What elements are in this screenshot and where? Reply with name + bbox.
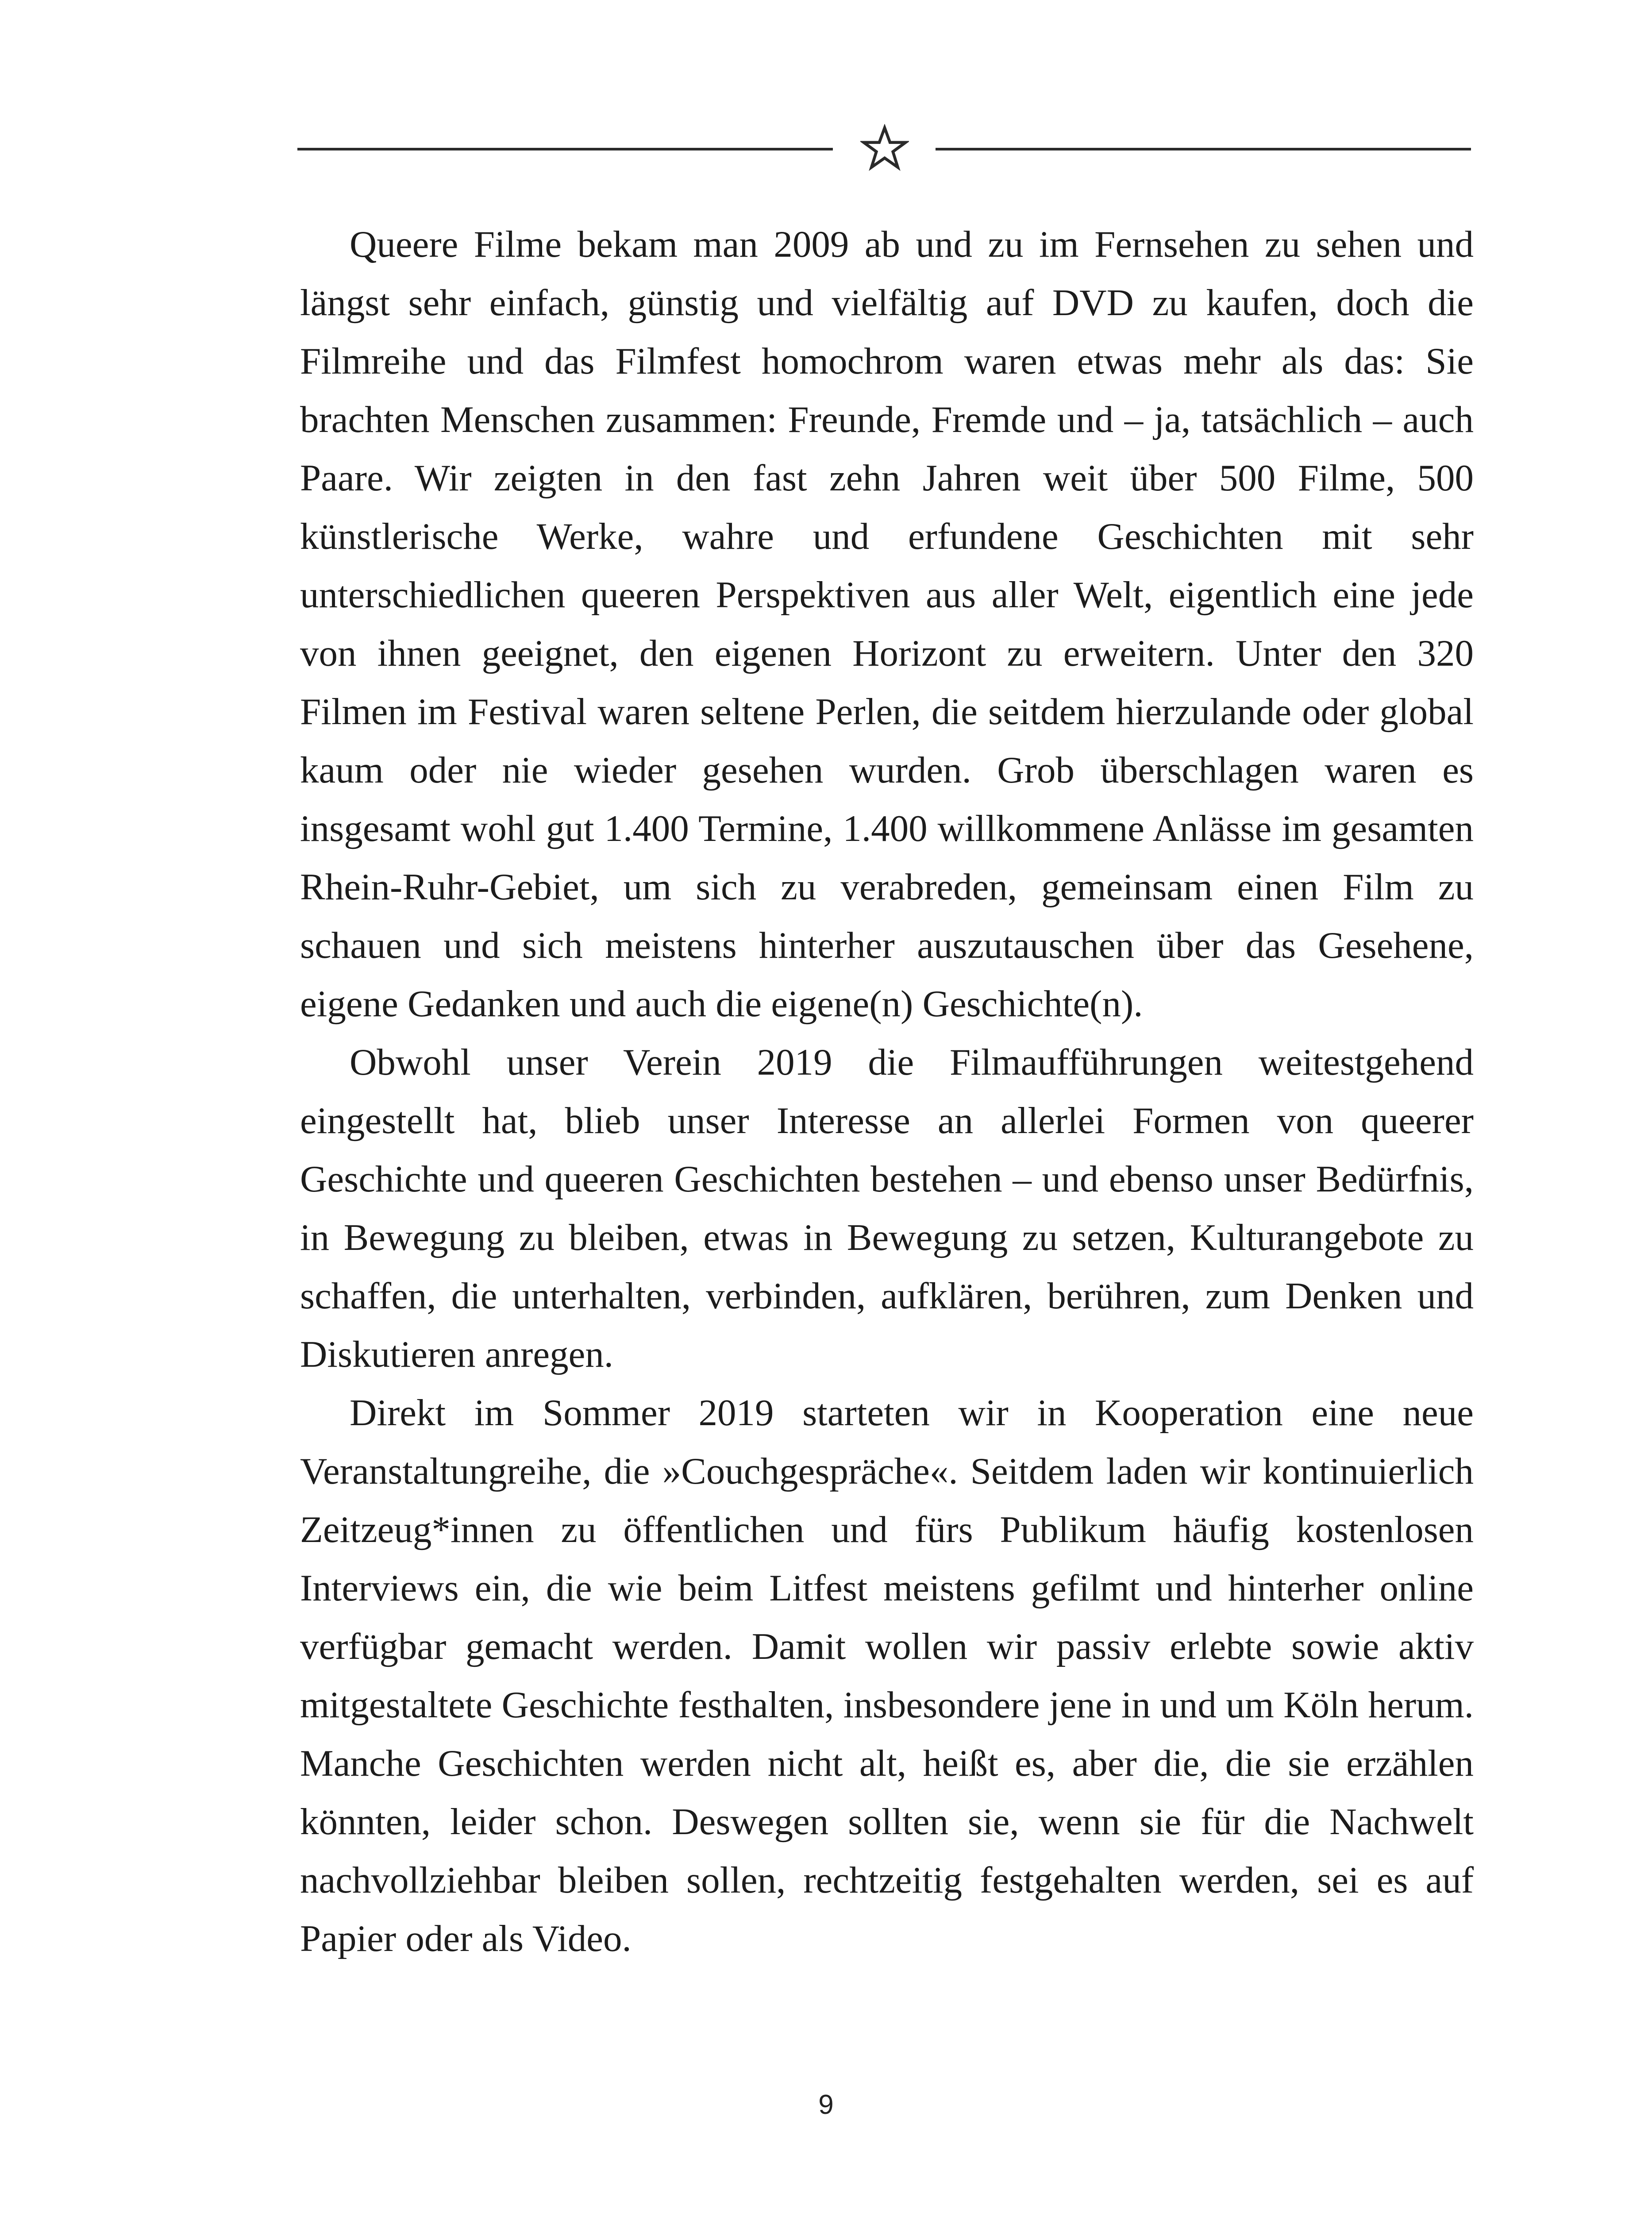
body-text (300, 215, 1474, 1968)
star-outline-icon (860, 124, 909, 173)
paragraph: Queere Filme bekam man 2009 ab und zu im Fernsehen zu sehen und längst sehr einfach, günstig und vielfältig auf DVD zu kaufen, doch die Filmreihe und das Filmfest homochrom waren etwas mehr als das: Sie brachten Menschen zusammen: Freunde, Fremde und – ja, tatsächlich – auch Paare. Wir zeigten in den fast zehn Jahren weit über 500 Filme, 500 künstlerische Werke, wahre und erfundene Geschichten mit sehr unterschiedlichen queeren Perspektiven aus aller Welt, eigentlich eine jede von ihnen geeignet, den eigenen Horizont zu erweitern. Unter den 320 Filmen im Festival waren seltene Perlen, die seitdem hierzulande oder global kaum oder nie wieder gesehen wurden. Grob überschlagen waren es insgesamt wohl gut 1.400 Termine, 1.400 willkommene Anlässe im gesamten Rhein-Ruhr-Gebiet, um sich zu verabreden, gemeinsam einen Film zu schauen und sich meistens hinterher auszutauschen über das Gesehene, eigene Gedanken und auch die eigene(n) Geschichte(n). (300, 224, 1474, 1025)
paragraph: Direkt im Sommer 2019 starteten wir in Kooperation eine neue Veranstaltungreihe, die »Couchgespräche«. Seitdem laden wir kontinuierlich Zeitzeug*innen zu öffentlichen und fürs Publikum häufig kostenlosen Interviews ein, die wie beim Litfest meistens gefilmt und hinterher online verfügbar gemacht werden. Damit wollen wir passiv erlebte sowie aktiv mitgestaltete Geschichte festhalten, insbesondere jene in und um Köln herum. Manche Geschichten werden nicht alt, heißt es, aber die, die sie erzählen könnten, leider schon. Deswegen sollten sie, wenn sie für die Nachwelt nachvollziehbar bleiben sollen, rechtzeitig festgehalten werden, sei es auf Papier oder als Video. (300, 1392, 1474, 1959)
page-number: 9 (818, 2090, 834, 2120)
ornament-rule-right (936, 148, 1471, 150)
paragraph: Obwohl unser Verein 2019 die Filmaufführungen weitestgehend eingestellt hat, blieb unser Interesse an allerlei Formen von queerer Geschichte und queeren Geschichten bestehen – und ebenso unser Bedürfnis, in Bewegung zu bleiben, etwas in Bewegung zu setzen, Kulturangebote zu schaffen, die unterhalten, verbinden, aufklären, berühren, zum Denken und Diskutieren anregen. (300, 1041, 1474, 1375)
ornament-rule-left (297, 148, 833, 150)
header-ornament (0, 120, 1652, 181)
